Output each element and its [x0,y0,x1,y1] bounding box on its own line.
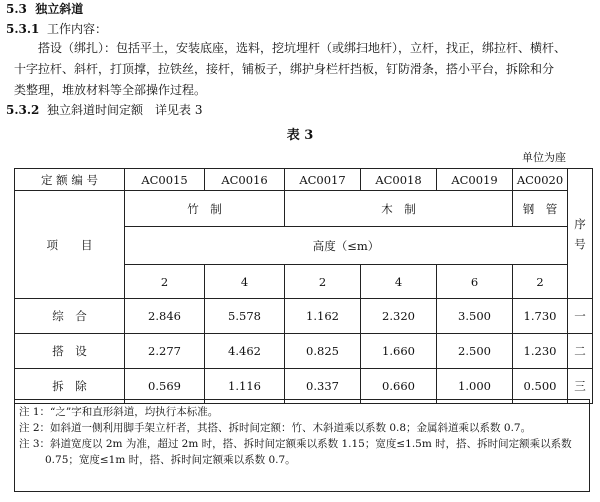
section-title: 独立斜道 [35,2,84,16]
table-title: 表 3 [286,128,314,143]
note-line: 注 3：斜道宽度以 2m 为准，超过 2m 时，搭、拆时间定额乘以系数 1.15；宽度≤1.5m 时，搭、拆时间定额乘以系数 [19,438,572,450]
value-cell: 1.000 [437,369,513,404]
work-content-line: 十字拉杆、斜杆，打顶撑，拉铁丝，接杆，铺板子，绑护身栏杆挡板，钉防滑条，搭小平台，拆除和分 [14,62,555,76]
height-cell: 4 [361,265,437,299]
height-cell: 6 [437,265,513,299]
note-line: 注 2：如斜道一侧利用脚手架立杆者，其搭、拆时间定额：竹、木斜道乘以系数 0.8；金属斜道乘以系数 0.7。 [19,422,532,434]
height-header: 高度（≤m） [125,227,568,265]
work-content-line: 搭设（绑扎）：包括平土，安装底座，选料，挖坑埋杆（或绑扫地杆），立杆，找正，绑拉杆、横杆、 [38,41,567,55]
value-cell: 1.162 [285,299,361,334]
subsection-number: 5.3.1 [6,22,40,36]
table-row [15,299,593,334]
value-cell: 1.116 [205,369,285,404]
height-cell: 4 [205,265,285,299]
subsection-time-quota [6,101,203,119]
table-row [15,334,593,369]
code-cell: AC0016 [205,169,285,191]
subsection-title: 工作内容： [47,22,108,36]
code-header: 定 额 编 号 [15,169,125,191]
subsection-work-content [6,20,107,38]
height-cell: 2 [513,265,568,299]
seq-cell: 一 [568,299,593,334]
value-cell: 5.578 [205,299,285,334]
seq-cell: 三 [568,369,593,404]
row-label: 综 合 [15,299,125,334]
code-cell: AC0017 [285,169,361,191]
code-cell: AC0018 [361,169,437,191]
value-cell: 2.500 [437,334,513,369]
work-content-paragraph [14,38,592,101]
row-label: 搭 设 [15,334,125,369]
subsection-number: 5.3.2 [6,103,40,117]
value-cell: 1.730 [513,299,568,334]
value-cell: 0.337 [285,369,361,404]
item-header: 项 目 [15,191,125,299]
value-cell: 0.569 [125,369,205,404]
code-cell: AC0020 [513,169,568,191]
value-cell: 2.846 [125,299,205,334]
value-cell: 0.660 [361,369,437,404]
code-cell: AC0015 [125,169,205,191]
value-cell: 2.320 [361,299,437,334]
value-cell: 4.462 [205,334,285,369]
section-heading [6,0,83,18]
value-cell: 0.500 [513,369,568,404]
seq-cell: 二 [568,334,593,369]
section-number: 5.3 [6,2,27,16]
seq-header: 序 号 [568,169,593,299]
value-cell: 1.230 [513,334,568,369]
notes-box [14,399,590,492]
value-cell: 0.825 [285,334,361,369]
work-content-line: 类整理，堆放材料等全部操作过程。 [14,83,207,97]
subsection-title: 独立斜道时间定额 详见表 3 [47,103,203,117]
value-cell: 3.500 [437,299,513,334]
note-line: 0.75；宽度≤1m 时，搭、拆时间定额乘以系数 0.7。 [45,454,296,466]
material-steel: 钢 管 [513,191,568,227]
quota-table [14,168,593,404]
row-label: 拆 除 [15,369,125,404]
code-cell: AC0019 [437,169,513,191]
unit-note: 单位为座 [522,151,566,164]
note-line: 注 1：“之”字和直形斜道，均执行本标准。 [19,406,219,418]
height-cell: 2 [125,265,205,299]
height-cell: 2 [285,265,361,299]
value-cell: 2.277 [125,334,205,369]
material-wood: 木 制 [285,191,513,227]
code-row [15,169,593,191]
material-row [15,191,593,227]
value-cell: 1.660 [361,334,437,369]
material-bamboo: 竹 制 [125,191,285,227]
